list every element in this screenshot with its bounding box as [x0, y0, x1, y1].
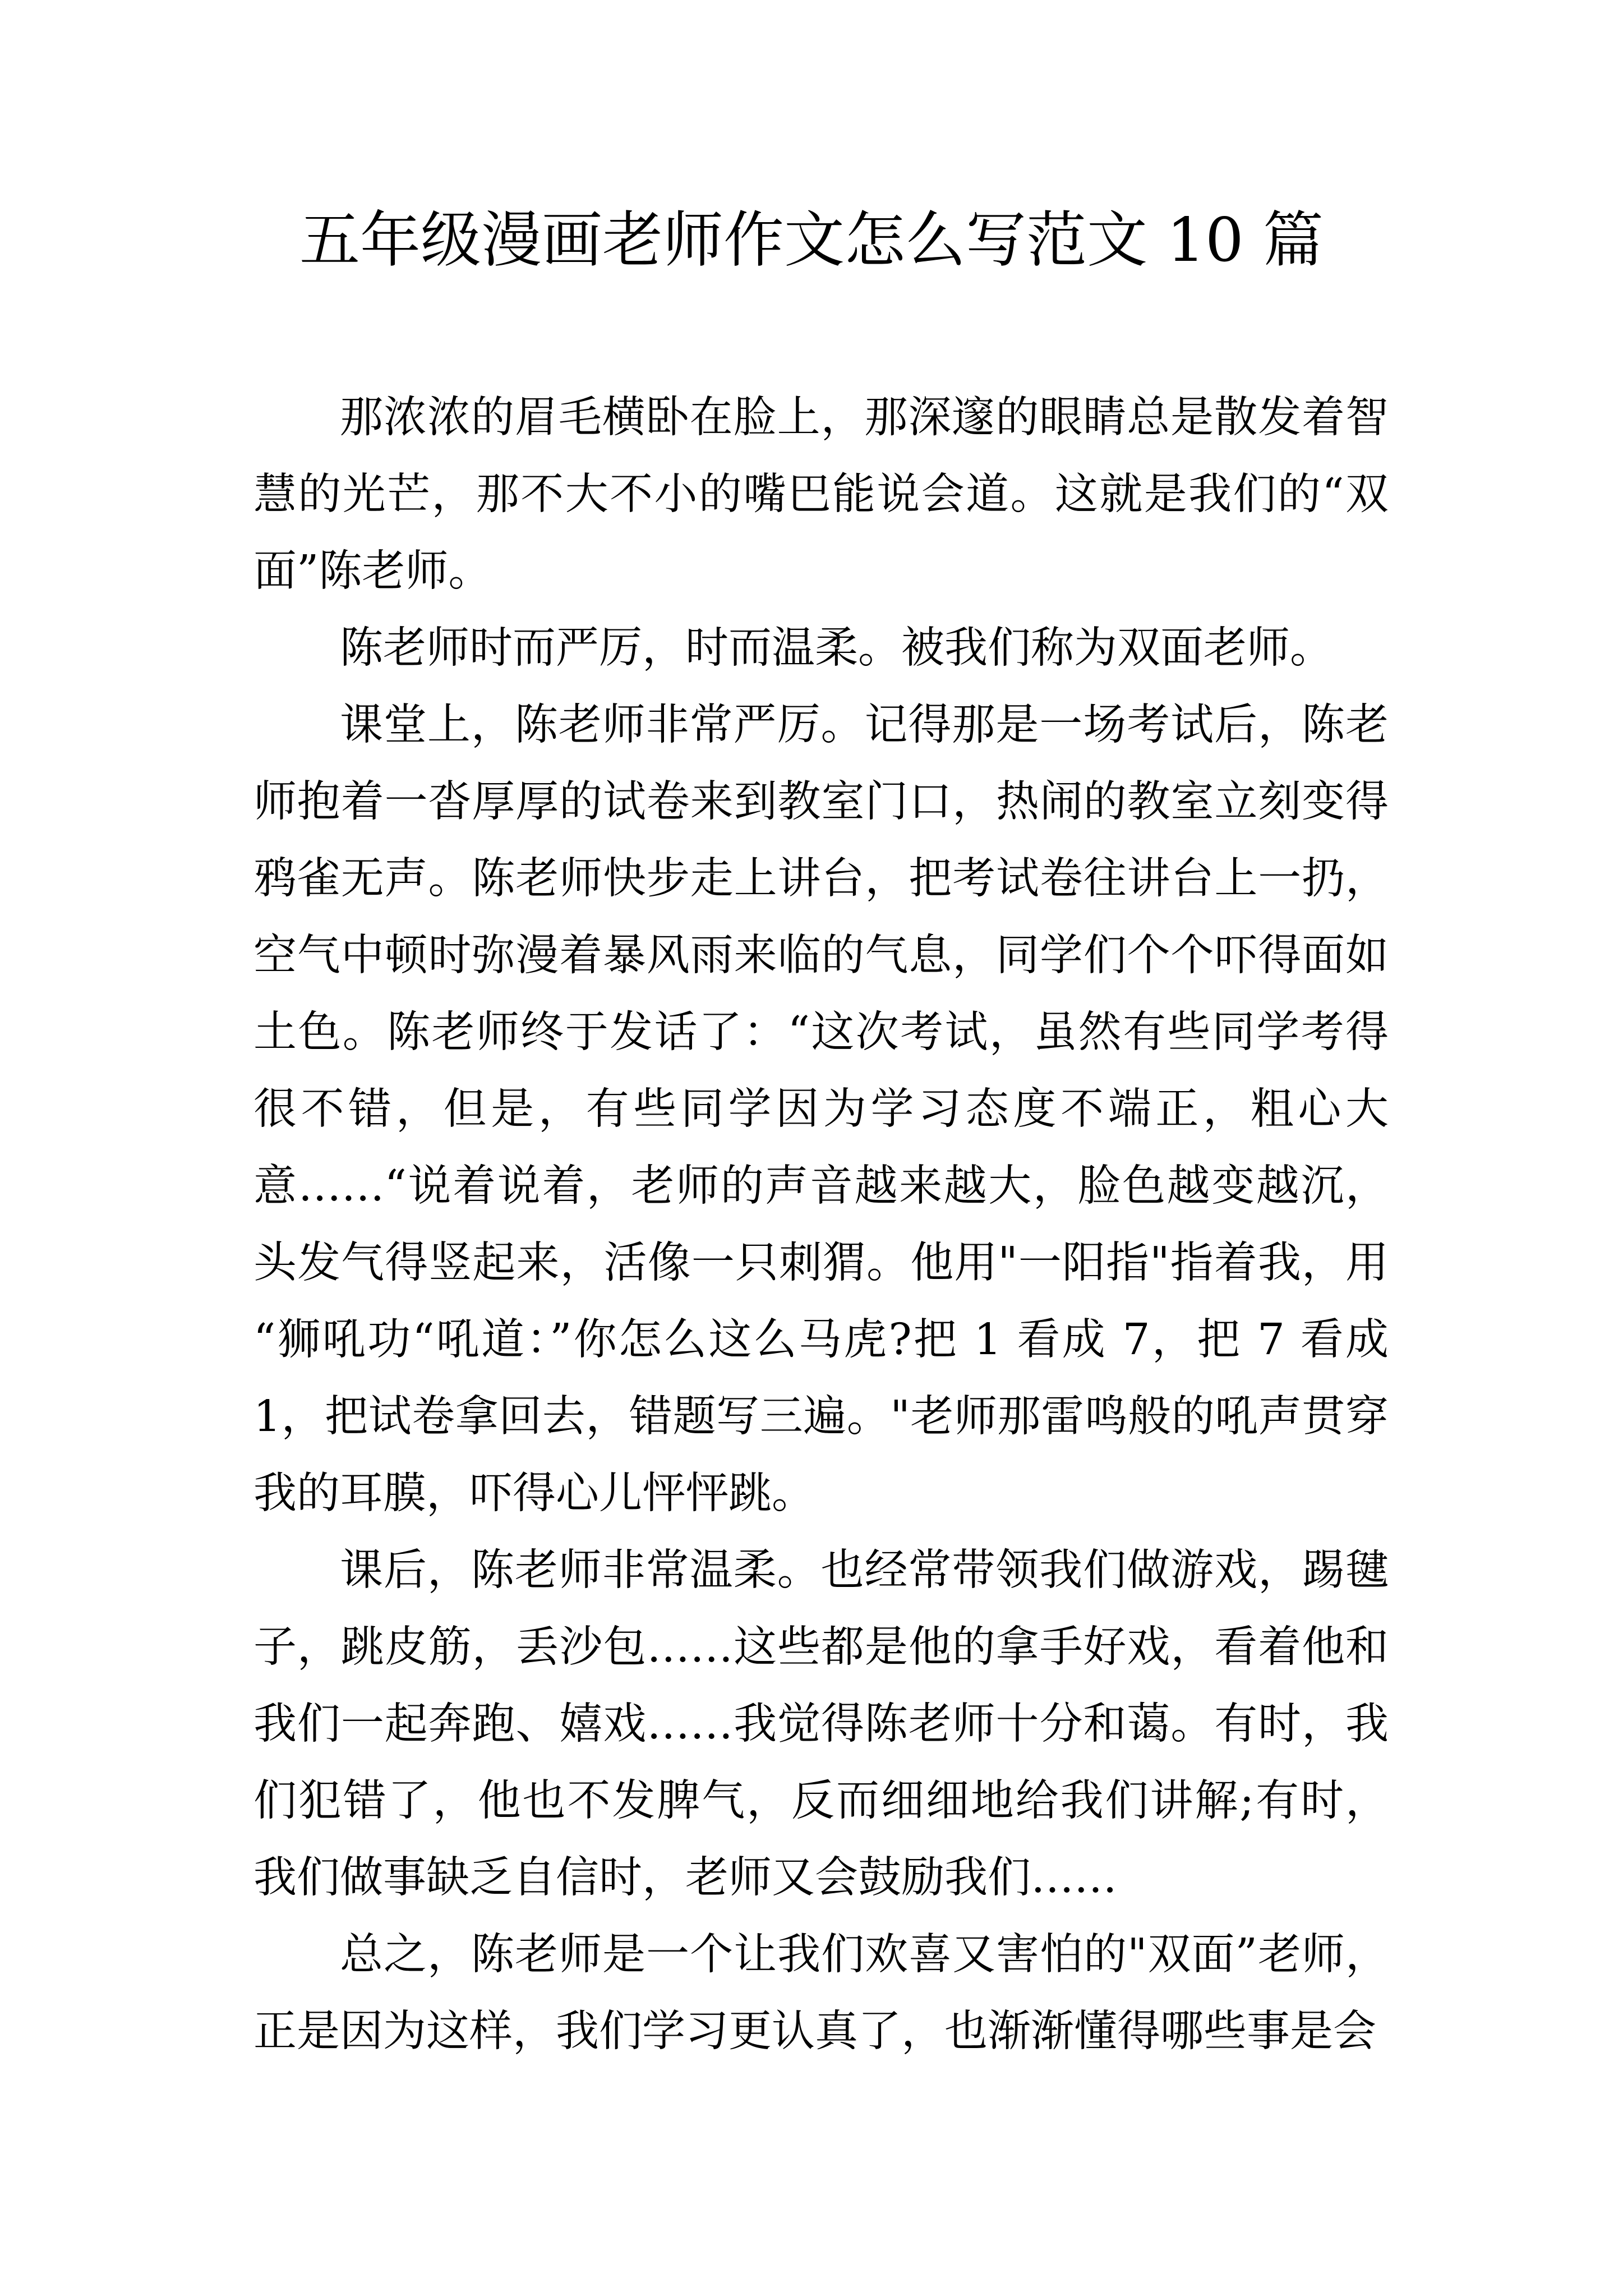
paragraph-line: 意……“说着说着，老师的声音越来越大，脸色越变越沉，	[253, 1161, 1389, 1211]
paragraph	[253, 610, 1389, 687]
paragraph-line: 们犯错了，他也不发脾气，反而细细地给我们讲解;有时，	[253, 1776, 1389, 1826]
paragraph-line: 课后，陈老师非常温柔。也经常带领我们做游戏，踢毽	[340, 1545, 1389, 1595]
paragraph-line: 我的耳膜，吓得心儿怦怦跳。	[253, 1469, 815, 1519]
document-body	[253, 379, 1389, 2070]
paragraph-line: 很不错，但是，有些同学因为学习态度不端正，粗心大	[253, 1084, 1389, 1134]
document-title: 五年级漫画老师作文怎么写范文 10 篇	[299, 205, 1324, 275]
paragraph-line: 1，把试卷拿回去，错题写三遍。"老师那雷鸣般的吼声贯穿	[253, 1392, 1389, 1442]
paragraph-line: 子，跳皮筋，丢沙包……这些都是他的拿手好戏，看着他和	[253, 1622, 1389, 1672]
paragraph-line: 课堂上，陈老师非常严厉。记得那是一场考试后，陈老	[340, 700, 1389, 750]
paragraph-line: 师抱着一沓厚厚的试卷来到教室门口，热闹的教室立刻变得	[253, 777, 1389, 827]
paragraph-line: 鸦雀无声。陈老师快步走上讲台，把考试卷往讲台上一扔，	[253, 854, 1389, 904]
paragraph	[253, 687, 1389, 1532]
paragraph-line: 面”陈老师。	[253, 546, 492, 596]
paragraph-line: 头发气得竖起来，活像一只刺猬。他用"一阳指"指着我，用	[253, 1238, 1389, 1288]
paragraph	[253, 379, 1389, 610]
paragraph-line: 我们一起奔跑、嬉戏……我觉得陈老师十分和蔼。有时，我	[253, 1699, 1389, 1749]
paragraph	[253, 1916, 1389, 2070]
paragraph-line: 我们做事缺乏自信时，老师又会鼓励我们……	[253, 1853, 1117, 1903]
paragraph-line: 空气中顿时弥漫着暴风雨来临的气息，同学们个个吓得面如	[253, 931, 1389, 981]
paragraph-line: 那浓浓的眉毛横卧在脸上，那深邃的眼睛总是散发着智	[340, 393, 1389, 443]
paragraph-line: 总之，陈老师是一个让我们欢喜又害怕的"双面”老师，	[340, 1930, 1389, 1980]
paragraph-line: 慧的光芒，那不大不小的嘴巴能说会道。这就是我们的“双	[253, 470, 1389, 519]
paragraph-line: 正是因为这样，我们学习更认真了，也渐渐懂得哪些事是会	[253, 2007, 1376, 2056]
paragraph-line: 土色。陈老师终于发话了：“这次考试，虽然有些同学考得	[253, 1007, 1389, 1057]
paragraph-line: 陈老师时而严厉，时而温柔。被我们称为双面老师。	[340, 623, 1333, 673]
paragraph	[253, 1532, 1389, 1916]
paragraph-line: “狮吼功“吼道：”你怎么这么马虎?把 1 看成 7，把 7 看成	[253, 1315, 1389, 1365]
